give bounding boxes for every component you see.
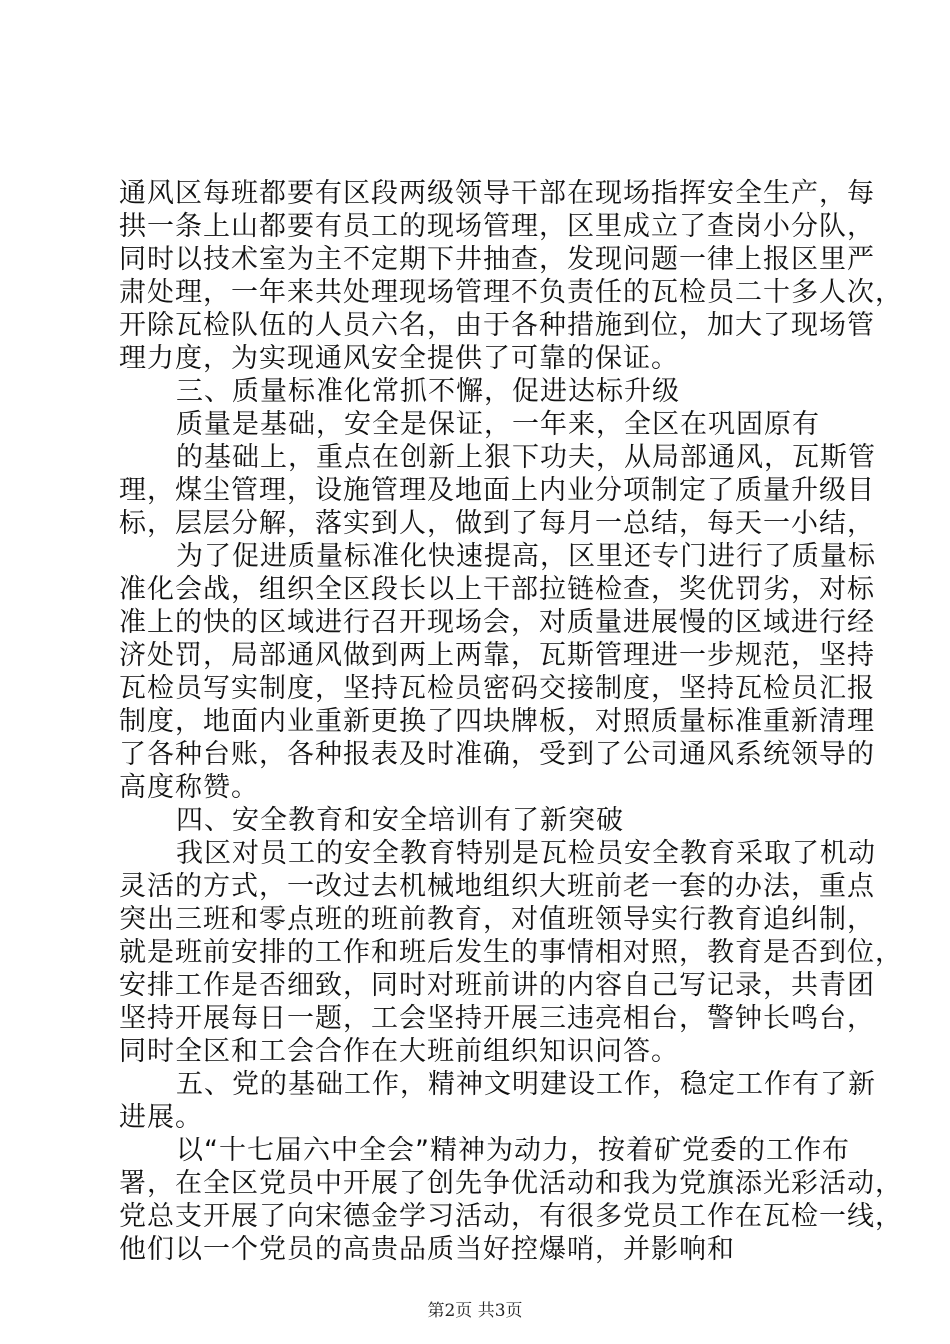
body-line: 坚持开展每日一题，工会坚持开展三违亮相台，警钟长鸣台， (119, 1003, 875, 1034)
body-line: 制度，地面内业重新更换了四块牌板，对照质量标准重新清理 (119, 706, 875, 737)
section-heading: 五、党的基础工作，精神文明建设工作，稳定工作有了新 (176, 1069, 876, 1100)
body-line: 通风区每班都要有区段两级领导干部在现场指挥安全生产，每 (119, 178, 875, 209)
body-line: 了各种台账，各种报表及时准确，受到了公司通风系统领导的 (119, 739, 875, 770)
body-line: 开除瓦检队伍的人员六名，由于各种措施到位，加大了现场管 (119, 310, 875, 341)
body-line: 瓦检员写实制度，坚持瓦检员密码交接制度，坚持瓦检员汇报 (119, 673, 875, 704)
page-footer: 第2页 共3页 (427, 1301, 523, 1321)
body-line: 高度称赞。 (119, 772, 259, 803)
section-heading: 进展。 (119, 1102, 203, 1133)
body-line: 同时以技术室为主不定期下井抽查，发现问题一律上报区里严 (119, 244, 875, 275)
body-line: 署，在全区党员中开展了创先争优活动和我为党旗添光彩活动， (119, 1168, 903, 1199)
body-line: 党总支开展了向宋德金学习活动，有很多党员工作在瓦检一线， (119, 1201, 903, 1232)
body-line: 为了促进质量标准化快速提高，区里还专门进行了质量标 (176, 541, 876, 572)
body-line: 以“十七届六中全会”精神为动力，按着矿党委的工作布 (176, 1135, 850, 1166)
body-line: 准化会战，组织全区段长以上干部拉链检查，奖优罚劣，对标 (119, 574, 875, 605)
body-line: 就是班前安排的工作和班后发生的事情相对照，教育是否到位， (119, 937, 903, 968)
body-line: 理，煤尘管理，设施管理及地面上内业分项制定了质量升级目 (119, 475, 875, 506)
section-heading: 三、质量标准化常抓不懈，促进达标升级 (176, 376, 680, 407)
body-line: 理力度，为实现通风安全提供了可靠的保证。 (119, 343, 679, 374)
body-line: 灵活的方式，一改过去机械地组织大班前老一套的办法，重点 (119, 871, 875, 902)
body-line: 济处罚，局部通风做到两上两靠，瓦斯管理进一步规范，坚持 (119, 640, 875, 671)
body-line: 安排工作是否细致，同时对班前讲的内容自己写记录，共青团 (119, 970, 875, 1001)
body-line: 同时全区和工会合作在大班前组织知识问答。 (119, 1036, 679, 1067)
body-line: 我区对员工的安全教育特别是瓦检员安全教育采取了机动 (176, 838, 876, 869)
body-line: 标，层层分解，落实到人，做到了每月一总结，每天一小结， (119, 508, 875, 539)
body-line: 的基础上，重点在创新上狠下功夫，从局部通风，瓦斯管 (176, 442, 876, 473)
section-heading: 四、安全教育和安全培训有了新突破 (176, 805, 624, 836)
body-line: 准上的快的区域进行召开现场会，对质量进展慢的区域进行经 (119, 607, 875, 638)
body-line: 肃处理，一年来共处理现场管理不负责任的瓦检员二十多人次， (119, 277, 903, 308)
body-line: 拱一条上山都要有员工的现场管理，区里成立了查岗小分队， (119, 211, 875, 242)
body-line: 质量是基础，安全是保证，一年来，全区在巩固原有 (176, 409, 820, 440)
body-line: 他们以一个党员的高贵品质当好控爆哨，并影响和 (119, 1234, 735, 1265)
body-line: 突出三班和零点班的班前教育，对值班领导实行教育追纠制， (119, 904, 875, 935)
